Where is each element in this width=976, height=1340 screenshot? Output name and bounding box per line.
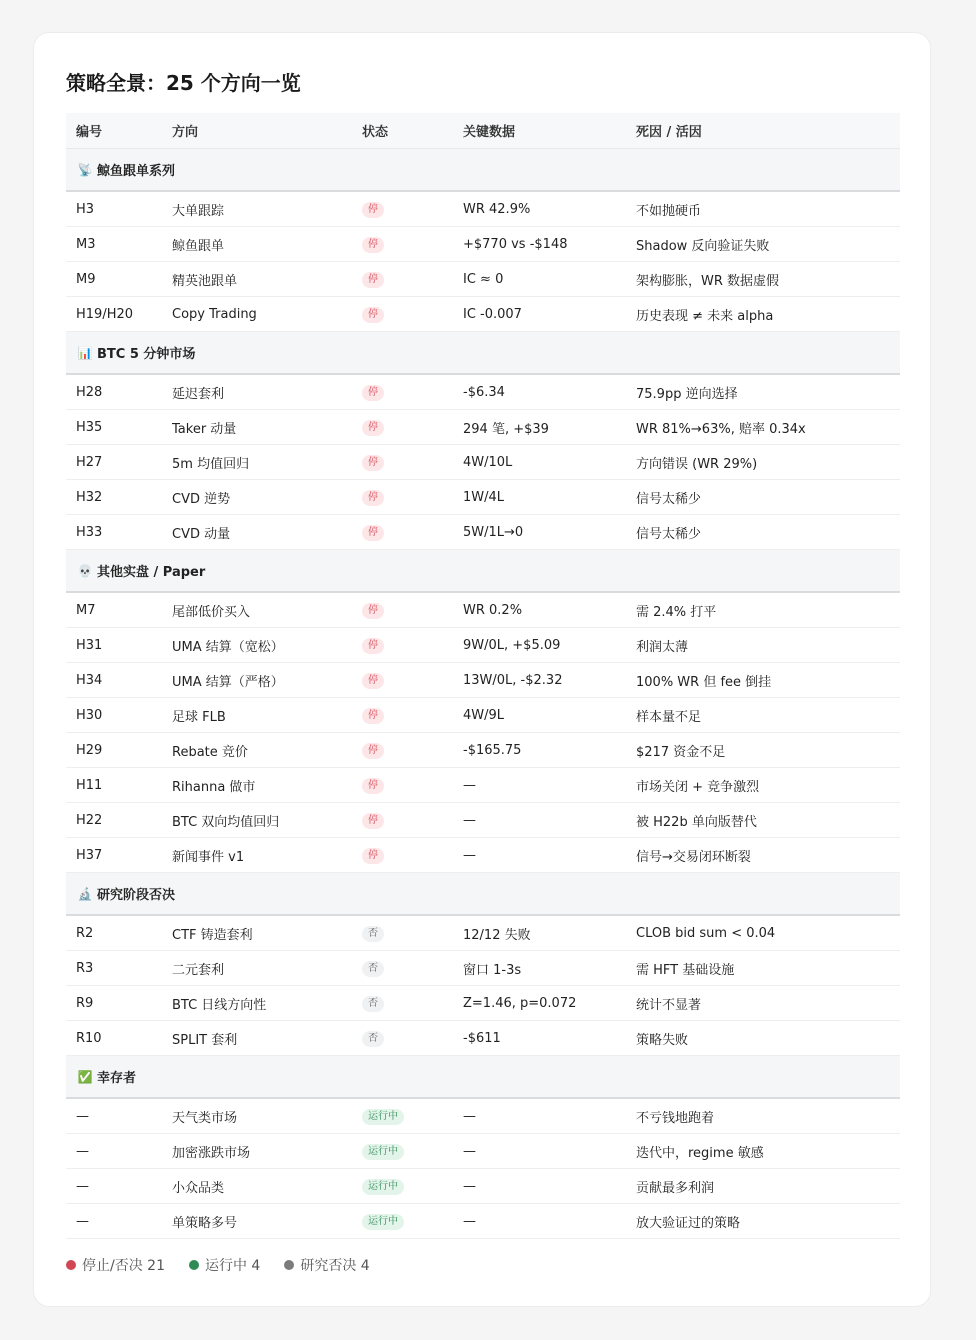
row-key-data: -$6.34: [463, 384, 505, 400]
status-badge: 停: [362, 708, 384, 724]
status-badge: 否: [362, 926, 384, 942]
legend-item: [284, 1255, 369, 1275]
legend-label: 研究否决 4: [300, 1258, 370, 1274]
check-mark-icon: ✅: [77, 1069, 93, 1084]
legend-item: [189, 1255, 260, 1275]
row-key-data: 294 笔, +$39: [463, 421, 549, 437]
row-direction: 大单跟踪: [172, 203, 225, 219]
table-body: [66, 149, 900, 1239]
microscope-icon: 🔬: [77, 886, 93, 901]
row-status: [362, 236, 463, 253]
table-row: [66, 951, 900, 986]
row-direction: Rebate 竞价: [172, 744, 248, 760]
status-badge: 否: [362, 1031, 384, 1047]
status-badge: 运行中: [362, 1179, 404, 1195]
row-direction: BTC 双向均值回归: [172, 814, 280, 830]
row-reason: 市场关闭 + 竞争激烈: [636, 779, 760, 795]
row-direction: 二元套利: [172, 962, 225, 978]
row-id: M3: [76, 236, 96, 252]
header-direction: 方向: [172, 125, 199, 140]
row-key-data: WR 0.2%: [463, 602, 523, 618]
table-row: [66, 1099, 900, 1134]
row-direction: SPLIT 套利: [172, 1032, 238, 1048]
row-reason: 历史表现 ≠ 未来 alpha: [636, 308, 774, 324]
header-id: 编号: [76, 125, 103, 140]
row-key-data: —: [463, 1178, 476, 1194]
row-id: H34: [76, 672, 103, 688]
row-key-data: 12/12 失败: [463, 927, 531, 943]
row-key-data: —: [463, 1213, 476, 1229]
group-header: [66, 873, 900, 916]
row-key-data: IC -0.007: [463, 306, 522, 322]
table-row: [66, 768, 900, 803]
row-status: [362, 812, 463, 829]
row-reason: 迭代中，regime 敏感: [636, 1145, 764, 1161]
row-key-data: —: [463, 812, 476, 828]
status-badge: 停: [362, 673, 384, 689]
row-key-data: +$770 vs -$148: [463, 236, 568, 252]
table-row: [66, 262, 900, 297]
group-label: 研究阶段否决: [97, 888, 176, 903]
group-label: 幸存者: [97, 1071, 137, 1086]
row-direction: Copy Trading: [172, 306, 257, 322]
row-status: [362, 1178, 463, 1195]
table-row: [66, 227, 900, 262]
table-row: [66, 480, 900, 515]
row-key-data: —: [463, 847, 476, 863]
row-direction: CVD 逆势: [172, 491, 231, 507]
table-row: [66, 410, 900, 445]
row-key-data: 窗口 1-3s: [463, 962, 522, 978]
status-badge: 否: [362, 961, 384, 977]
status-badge: 停: [362, 525, 384, 541]
row-key-data: 1W/4L: [463, 489, 505, 505]
row-reason: 统计不显著: [636, 997, 702, 1013]
status-badge: 停: [362, 813, 384, 829]
row-id: M7: [76, 602, 96, 618]
table-row: [66, 663, 900, 698]
row-key-data: 4W/10L: [463, 454, 513, 470]
row-key-data: 13W/0L, -$2.32: [463, 672, 563, 688]
row-reason: 信号太稀少: [636, 526, 702, 542]
row-direction: CTF 铸造套利: [172, 927, 253, 943]
row-direction: 延迟套利: [172, 386, 225, 402]
status-badge: 停: [362, 778, 384, 794]
strategy-card: [33, 32, 931, 1307]
group-label: 鲸鱼跟单系列: [97, 164, 176, 179]
group-header: [66, 149, 900, 192]
status-badge: 运行中: [362, 1144, 404, 1160]
table-row: [66, 593, 900, 628]
group-header: [66, 550, 900, 593]
row-status: [362, 201, 463, 218]
satellite-dish-icon: 📡: [77, 162, 93, 177]
row-status: [362, 995, 463, 1012]
row-reason: 架构膨胀，WR 数据虚假: [636, 273, 780, 289]
row-id: —: [76, 1213, 89, 1229]
status-badge: 停: [362, 385, 384, 401]
row-reason: 方向错误 (WR 29%): [636, 456, 758, 472]
table-row: [66, 375, 900, 410]
table-row: [66, 445, 900, 480]
row-direction: 5m 均值回归: [172, 456, 250, 472]
table-row: [66, 698, 900, 733]
status-badge: 停: [362, 848, 384, 864]
group-header: [66, 332, 900, 375]
table-row: [66, 1021, 900, 1056]
row-status: [362, 672, 463, 689]
row-status: [362, 707, 463, 724]
row-reason: 需 2.4% 打平: [636, 604, 717, 620]
row-id: R9: [76, 995, 94, 1011]
row-status: [362, 524, 463, 541]
status-badge: 停: [362, 237, 384, 253]
legend-label: 运行中 4: [204, 1258, 261, 1274]
row-id: H22: [76, 812, 103, 828]
row-direction: 单策略多号: [172, 1215, 238, 1231]
row-status: [362, 742, 463, 759]
row-direction: 小众品类: [172, 1180, 225, 1196]
row-reason: 样本量不足: [636, 709, 702, 725]
status-badge: 停: [362, 638, 384, 654]
row-id: R3: [76, 960, 94, 976]
header-reason: 死因 / 活因: [636, 125, 702, 140]
row-status: [362, 384, 463, 401]
status-badge: 停: [362, 420, 384, 436]
row-status: [362, 777, 463, 794]
strategy-table: [66, 113, 900, 1239]
header-status: 状态: [362, 125, 389, 140]
table-row: [66, 192, 900, 227]
row-reason: 策略失败: [636, 1032, 689, 1048]
row-reason: 需 HFT 基础设施: [636, 962, 735, 978]
row-key-data: —: [463, 1108, 476, 1124]
status-badge: 停: [362, 490, 384, 506]
status-badge: 停: [362, 307, 384, 323]
table-row: [66, 916, 900, 951]
legend-item: [66, 1255, 165, 1275]
row-key-data: —: [463, 777, 476, 793]
table-row: [66, 733, 900, 768]
row-key-data: —: [463, 1143, 476, 1159]
row-id: M9: [76, 271, 96, 287]
row-status: [362, 306, 463, 323]
row-key-data: WR 42.9%: [463, 201, 531, 217]
row-status: [362, 847, 463, 864]
legend-dot-icon: [66, 1260, 76, 1270]
row-status: [362, 1213, 463, 1230]
row-id: H27: [76, 454, 103, 470]
row-id: H32: [76, 489, 103, 505]
row-direction: 足球 FLB: [172, 709, 226, 725]
page-title: 策略全景：25 个方向一览: [66, 71, 301, 95]
status-badge: 停: [362, 603, 384, 619]
row-key-data: 5W/1L→0: [463, 524, 524, 540]
row-id: H19/H20: [76, 306, 134, 322]
row-status: [362, 454, 463, 471]
row-reason: CLOB bid sum < 0.04: [636, 925, 776, 941]
table-row: [66, 986, 900, 1021]
row-reason: 被 H22b 单向版替代: [636, 814, 757, 830]
row-id: H3: [76, 201, 95, 217]
row-key-data: -$165.75: [463, 742, 522, 758]
row-id: H28: [76, 384, 103, 400]
legend: [66, 1255, 394, 1275]
table-header: [66, 113, 900, 149]
row-reason: 75.9pp 逆向选择: [636, 386, 738, 402]
row-key-data: IC ≈ 0: [463, 271, 504, 287]
row-id: H37: [76, 847, 103, 863]
row-id: —: [76, 1143, 89, 1159]
table-row: [66, 1134, 900, 1169]
row-direction: UMA 结算（严格）: [172, 674, 284, 690]
row-reason: 信号太稀少: [636, 491, 702, 507]
status-badge: 停: [362, 202, 384, 218]
legend-label: 停止/否决 21: [82, 1258, 165, 1274]
row-direction: Rihanna 做市: [172, 779, 256, 795]
row-reason: WR 81%→63%, 赔率 0.34x: [636, 421, 806, 437]
table-row: [66, 838, 900, 873]
row-direction: 精英池跟单: [172, 273, 238, 289]
row-status: [362, 602, 463, 619]
row-key-data: 9W/0L, +$5.09: [463, 637, 561, 653]
row-reason: 信号→交易闭环断裂: [636, 849, 751, 865]
row-status: [362, 419, 463, 436]
row-reason: 不亏钱地跑着: [636, 1110, 715, 1126]
status-badge: 运行中: [362, 1214, 404, 1230]
table-row: [66, 628, 900, 663]
bar-chart-icon: 📊: [77, 345, 93, 360]
row-reason: 贡献最多利润: [636, 1180, 715, 1196]
row-reason: 不如抛硬币: [636, 203, 702, 219]
row-direction: CVD 动量: [172, 526, 231, 542]
row-direction: 尾部低价买入: [172, 604, 251, 620]
header-key-data: 关键数据: [463, 125, 516, 140]
row-key-data: Z=1.46, p=0.072: [463, 995, 577, 1011]
row-reason: 放大验证过的策略: [636, 1215, 741, 1231]
row-reason: Shadow 反向验证失败: [636, 238, 770, 254]
legend-dot-icon: [189, 1260, 199, 1270]
table-row: [66, 515, 900, 550]
row-direction: UMA 结算（宽松）: [172, 639, 284, 655]
row-reason: $217 资金不足: [636, 744, 726, 760]
row-id: H30: [76, 707, 103, 723]
row-status: [362, 637, 463, 654]
row-status: [362, 1143, 463, 1160]
row-direction: 天气类市场: [172, 1110, 238, 1126]
row-direction: 加密涨跌市场: [172, 1145, 251, 1161]
row-direction: BTC 日线方向性: [172, 997, 267, 1013]
row-reason: 利润太薄: [636, 639, 689, 655]
row-id: H35: [76, 419, 103, 435]
row-id: R10: [76, 1030, 102, 1046]
status-badge: 否: [362, 996, 384, 1012]
table-row: [66, 297, 900, 332]
row-id: H33: [76, 524, 103, 540]
row-key-data: -$611: [463, 1030, 501, 1046]
row-id: —: [76, 1108, 89, 1124]
row-id: —: [76, 1178, 89, 1194]
row-direction: 新闻事件 v1: [172, 849, 245, 865]
row-id: H31: [76, 637, 103, 653]
row-status: [362, 960, 463, 977]
row-id: R2: [76, 925, 94, 941]
group-header: [66, 1056, 900, 1099]
row-id: H11: [76, 777, 103, 793]
group-label: 其他实盘 / Paper: [97, 565, 206, 580]
table-row: [66, 803, 900, 838]
row-status: [362, 271, 463, 288]
table-row: [66, 1204, 900, 1239]
legend-dot-icon: [284, 1260, 294, 1270]
status-badge: 停: [362, 455, 384, 471]
status-badge: 停: [362, 272, 384, 288]
row-key-data: 4W/9L: [463, 707, 505, 723]
row-reason: 100% WR 但 fee 倒挂: [636, 674, 772, 690]
table-row: [66, 1169, 900, 1204]
row-id: H29: [76, 742, 103, 758]
status-badge: 停: [362, 743, 384, 759]
skull-icon: 💀: [77, 563, 93, 578]
status-badge: 运行中: [362, 1109, 404, 1125]
row-status: [362, 925, 463, 942]
row-status: [362, 489, 463, 506]
group-label: BTC 5 分钟市场: [97, 347, 196, 362]
row-direction: Taker 动量: [172, 421, 237, 437]
row-direction: 鲸鱼跟单: [172, 238, 225, 254]
row-status: [362, 1030, 463, 1047]
row-status: [362, 1108, 463, 1125]
